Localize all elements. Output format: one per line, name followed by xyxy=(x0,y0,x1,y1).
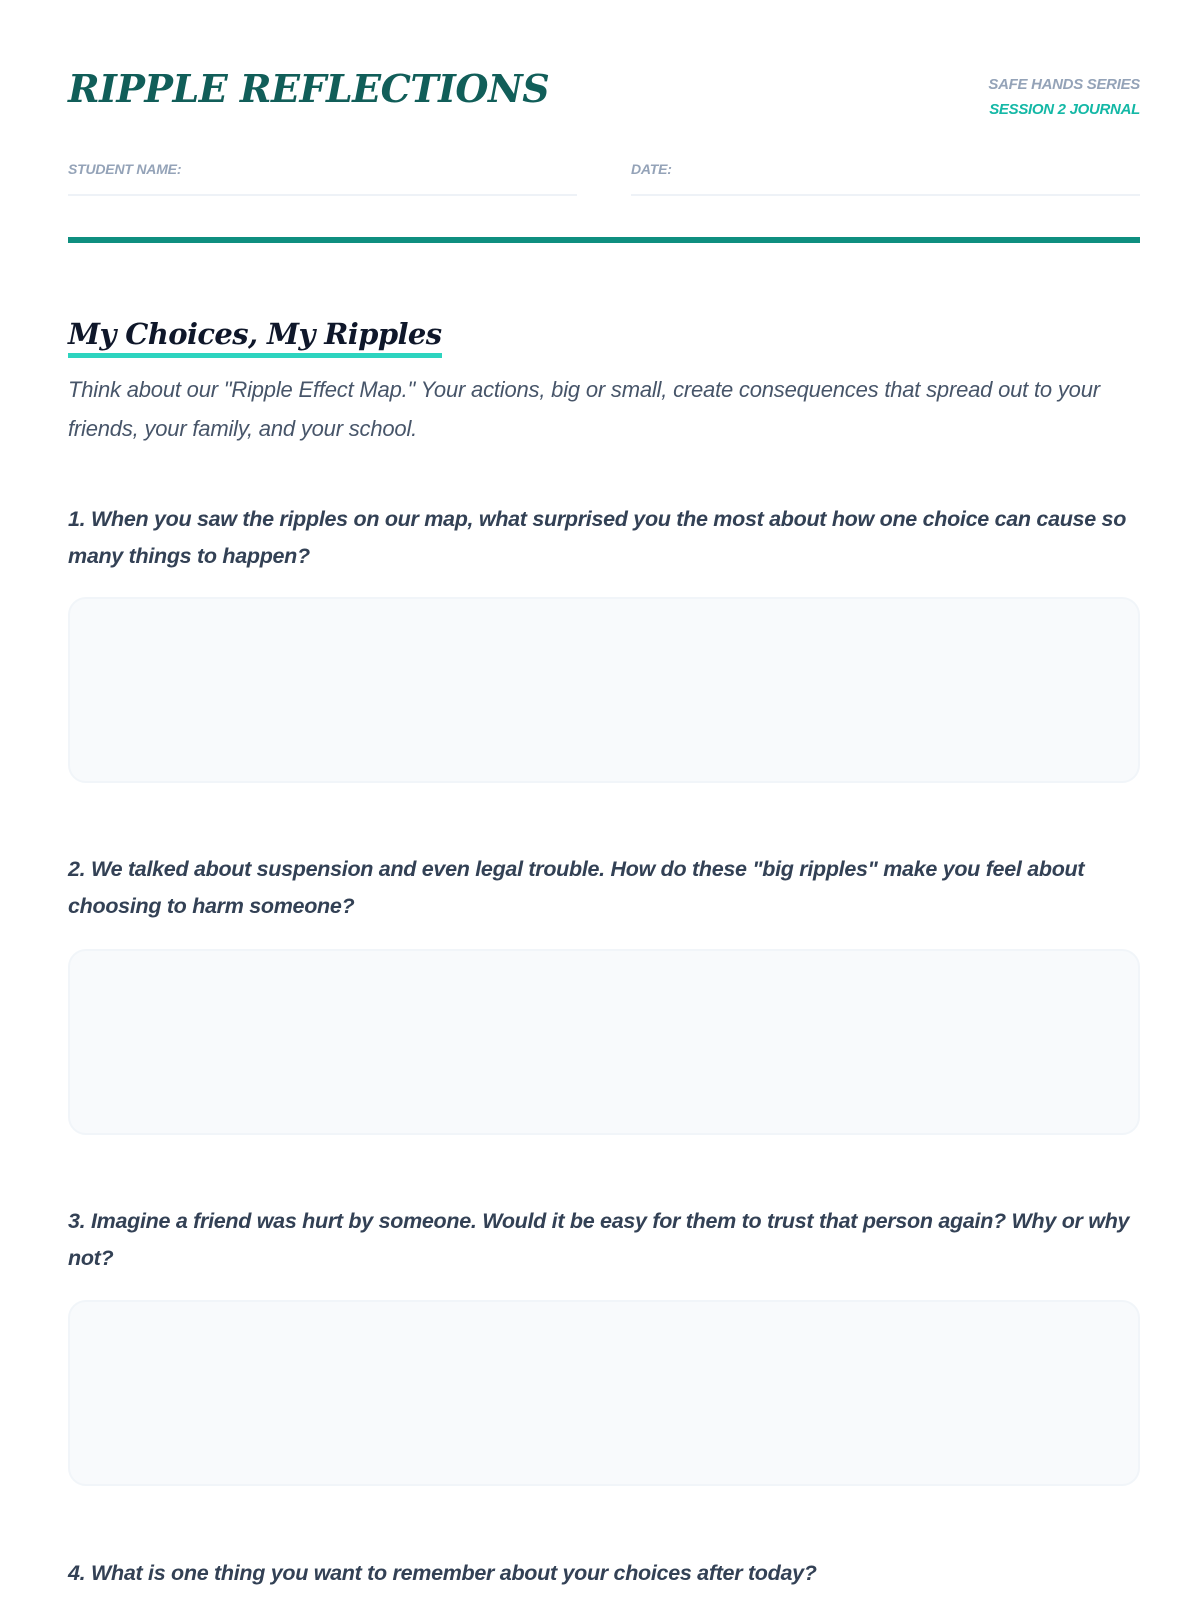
question-2-text: 2. We talked about suspension and even legal trouble. How do these "big ripples" make you feel about choosing to harm someone? xyxy=(68,857,1085,918)
section-intro: Think about our "Ripple Effect Map." Your actions, big or small, create consequences that spread out to your friends, your family, and your school. xyxy=(68,377,1100,441)
answer-box-1[interactable] xyxy=(68,597,1140,783)
answer-box-2[interactable] xyxy=(68,949,1140,1135)
question-2 xyxy=(68,851,1140,925)
date-field[interactable] xyxy=(631,160,1140,196)
session-name: SESSION 2 JOURNAL xyxy=(989,101,1140,118)
series-name: SAFE HANDS SERIES xyxy=(988,76,1140,93)
question-1-text: 1. When you saw the ripples on our map, what surprised you the most about how one choice can cause so many things to happen? xyxy=(68,507,1127,568)
student-fields xyxy=(68,160,1140,196)
header xyxy=(68,0,1140,130)
page-title: RIPPLE REFLECTIONS xyxy=(68,66,550,111)
question-4 xyxy=(68,1555,1140,1592)
question-1 xyxy=(68,501,1140,575)
student-name-field[interactable] xyxy=(68,160,577,196)
section-title: My Choices, My Ripples xyxy=(68,317,442,358)
series-info xyxy=(988,72,1140,122)
question-3 xyxy=(68,1203,1140,1277)
student-name-label: STUDENT NAME: xyxy=(68,161,182,177)
date-label: DATE: xyxy=(631,161,672,177)
section-heading xyxy=(68,317,442,358)
header-divider xyxy=(68,237,1140,243)
journal-page xyxy=(68,0,1140,1585)
question-4-text: 4. What is one thing you want to remember about your choices after today? xyxy=(68,1561,817,1585)
answer-box-3[interactable] xyxy=(68,1300,1140,1486)
question-3-text: 3. Imagine a friend was hurt by someone. Would it be easy for them to trust that person again? Why or why not? xyxy=(68,1209,1130,1270)
